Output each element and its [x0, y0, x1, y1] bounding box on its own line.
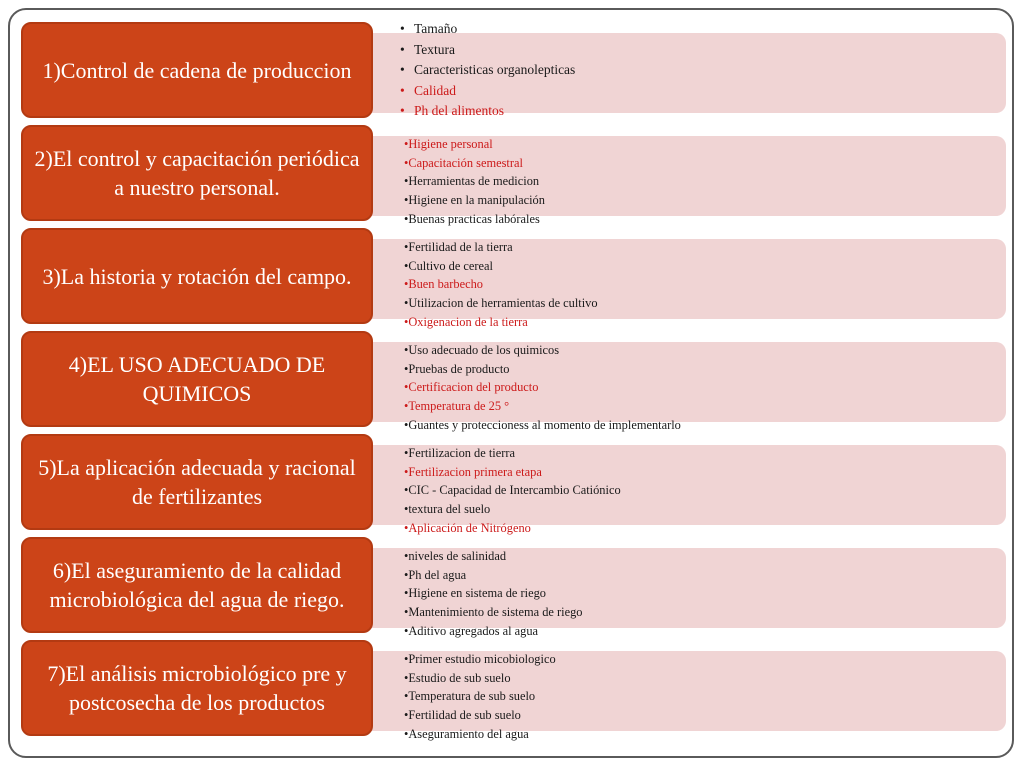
step-item	[404, 313, 598, 332]
step-item-text: CIC - Capacidad de Intercambio Catiónico	[408, 483, 621, 498]
bullet-icon: •	[404, 240, 409, 254]
step-item-text: Temperatura de sub suelo	[408, 689, 536, 704]
step-item	[404, 135, 545, 154]
step-item	[404, 622, 582, 641]
step-title: 1)Control de cadena de produccion	[21, 22, 373, 118]
step-item-text: Mantenimiento de sistema de riego	[408, 605, 583, 620]
step-item	[404, 294, 598, 313]
bullet-icon: •	[404, 670, 409, 685]
step-item	[404, 463, 621, 482]
bullet-icon: •	[400, 41, 405, 57]
step-row	[0, 22, 1024, 118]
bullet-icon: •	[404, 277, 409, 292]
step-item	[404, 154, 545, 173]
step-item	[404, 444, 621, 463]
step-title: 2)El control y capacitación periódica a nuestro personal.	[21, 125, 373, 221]
bullet-icon: •	[400, 62, 405, 77]
bullet-icon: •	[404, 137, 409, 151]
step-item	[404, 257, 598, 276]
step-item-text: textura del suelo	[408, 502, 491, 517]
step-item	[404, 238, 598, 257]
step-row	[0, 434, 1024, 535]
bullet-icon: •	[404, 193, 409, 208]
step-item	[404, 191, 545, 210]
step-item	[404, 725, 556, 744]
step-item-text: Higiene personal	[408, 137, 493, 151]
step-item-text: Aplicación de Nitrógeno	[408, 520, 531, 535]
bullet-icon: •	[404, 464, 409, 479]
step-item-text: Cultivo de cereal	[408, 258, 493, 273]
bullet-icon: •	[404, 314, 409, 329]
step-item	[404, 584, 582, 603]
step-item-text: niveles de salinidad	[408, 549, 507, 563]
step-item	[404, 706, 556, 725]
bullet-icon: •	[404, 155, 409, 170]
step-title: 4)EL USO ADECUADO DE QUIMICOS	[21, 331, 373, 427]
step-title: 6)El aseguramiento de la calidad microbiológica del agua de riego.	[21, 537, 373, 633]
step-item	[404, 397, 681, 416]
step-item	[400, 101, 575, 122]
step-item-text: Ph del agua	[408, 567, 467, 582]
bullet-icon: •	[404, 567, 409, 582]
step-item-text: Utilizacion de herramientas de cultivo	[408, 296, 598, 311]
bullet-icon: •	[404, 652, 409, 666]
step-item	[404, 172, 545, 191]
step-item-text: Tamaño	[414, 21, 458, 36]
step-item-text: Estudio de sub suelo	[408, 670, 511, 685]
bullet-icon: •	[404, 258, 409, 273]
bullet-icon: •	[400, 82, 405, 98]
step-item	[404, 669, 556, 688]
step-items-list	[404, 444, 621, 538]
bullet-icon: •	[404, 174, 409, 189]
step-item-text: Caracteristicas organolepticas	[414, 62, 576, 77]
bullet-icon: •	[404, 708, 409, 723]
step-item	[404, 416, 681, 435]
step-item	[404, 378, 681, 397]
step-item-text: Pruebas de producto	[408, 361, 510, 376]
bullet-icon: •	[404, 211, 409, 226]
step-item	[404, 481, 621, 500]
step-items-list	[404, 547, 582, 641]
bullet-icon: •	[400, 21, 405, 36]
step-item-text: Aseguramiento del agua	[408, 726, 529, 741]
step-item	[400, 60, 575, 81]
step-item-text: Fertilizacion de tierra	[408, 446, 515, 460]
step-item-text: Higiene en sistema de riego	[408, 586, 546, 601]
bullet-icon: •	[404, 361, 409, 376]
bullet-icon: •	[404, 483, 409, 498]
step-item-text: Fertilidad de la tierra	[408, 240, 513, 254]
step-item	[400, 40, 575, 61]
step-title: 7)El análisis microbiológico pre y postcosecha de los productos	[21, 640, 373, 736]
step-item-text: Capacitación semestral	[408, 155, 523, 170]
step-items-list	[404, 650, 556, 744]
bullet-icon: •	[404, 520, 409, 535]
step-item	[404, 275, 598, 294]
step-item-text: Herramientas de medicion	[408, 174, 540, 189]
step-items-list	[400, 19, 575, 122]
bullet-icon: •	[404, 343, 409, 357]
step-item-text: Aditivo agregados al agua	[408, 623, 539, 638]
bullet-icon: •	[404, 623, 409, 638]
step-item-text: Buen barbecho	[408, 277, 484, 292]
bullet-icon: •	[404, 726, 409, 741]
step-item-text: Textura	[414, 41, 456, 57]
step-items-list	[404, 341, 681, 435]
step-item	[404, 210, 545, 229]
step-item-text: Calidad	[414, 82, 456, 98]
step-item-text: Buenas practicas labórales	[408, 211, 540, 226]
step-item-text: Oxigenacion de la tierra	[408, 314, 528, 329]
step-item	[404, 500, 621, 519]
step-item-text: Higiene en la manipulación	[408, 193, 545, 208]
bullet-icon: •	[404, 399, 409, 414]
step-item	[400, 81, 575, 102]
step-item-text: Certificacion del producto	[408, 380, 539, 395]
bullet-icon: •	[404, 380, 409, 395]
step-item-text: Temperatura de 25 °	[408, 399, 510, 414]
step-item	[400, 19, 575, 40]
bullet-icon: •	[404, 446, 409, 460]
bullet-icon: •	[404, 296, 409, 311]
step-item	[404, 566, 582, 585]
step-item-text: Guantes y proteccioness al momento de implementarlo	[408, 417, 681, 432]
step-item-text: Uso adecuado de los quimicos	[408, 343, 560, 357]
step-item	[404, 360, 681, 379]
step-item	[404, 603, 582, 622]
bullet-icon: •	[404, 689, 409, 704]
step-row	[0, 640, 1024, 741]
step-title: 5)La aplicación adecuada y racional de fertilizantes	[21, 434, 373, 530]
step-row	[0, 125, 1024, 226]
step-item	[404, 687, 556, 706]
step-title: 3)La historia y rotación del campo.	[21, 228, 373, 324]
step-row	[0, 331, 1024, 432]
step-item-text: Ph del alimentos	[414, 103, 504, 118]
step-items-list	[404, 238, 598, 332]
bullet-icon: •	[404, 605, 409, 620]
bullet-icon: •	[404, 502, 409, 517]
bullet-icon: •	[404, 417, 409, 432]
step-row	[0, 228, 1024, 329]
bullet-icon: •	[400, 103, 405, 118]
step-item	[404, 547, 582, 566]
step-item	[404, 519, 621, 538]
bullet-icon: •	[404, 586, 409, 601]
bullet-icon: •	[404, 549, 409, 563]
step-items-list	[404, 135, 545, 229]
step-item-text: Fertilidad de sub suelo	[408, 708, 521, 723]
step-item	[404, 341, 681, 360]
step-item-text: Fertilizacion primera etapa	[408, 464, 542, 479]
step-item-text: Primer estudio micobiologico	[408, 652, 556, 666]
step-item	[404, 650, 556, 669]
step-row	[0, 537, 1024, 638]
